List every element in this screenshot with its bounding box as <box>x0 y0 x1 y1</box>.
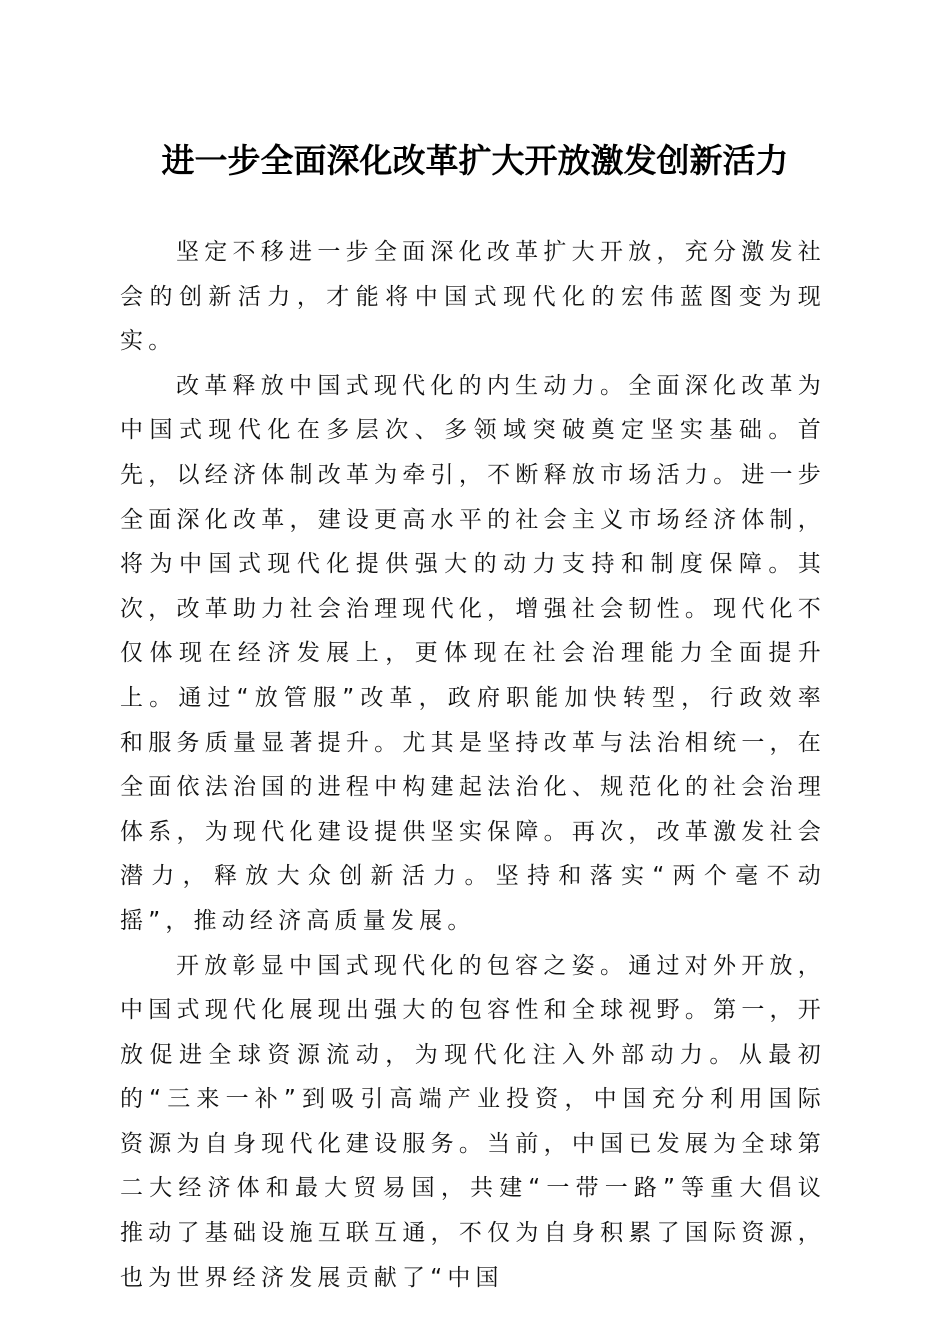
document-body <box>120 230 826 1300</box>
document-title: 进一步全面深化改革扩大开放激发创新活力 <box>161 141 789 180</box>
paragraph: 坚定不移进一步全面深化改革扩大开放，充分激发社会的创新活力，才能将中国式现代化的宏伟蓝图变为现实。 <box>120 239 826 355</box>
paragraph: 开放彰显中国式现代化的包容之姿。通过对外开放，中国式现代化展现出强大的包容性和全球视野。第一，开放促进全球资源流动，为现代化注入外部动力。从最初的“三来一补”到吸引高端产业投资，中国充分利用国际资源为自身现代化建设服务。当前，中国已发展为全球第二大经济体和最大贸易国，共建“一带一路”等重大倡议推动了基础设施互联互通，不仅为自身积累了国际资源，也为世界经济发展贡献了“中国 <box>120 952 826 1291</box>
paragraph: 改革释放中国式现代化的内生动力。全面深化改革为中国式现代化在多层次、多领域突破奠定坚实基础。首先，以经济体制改革为牵引，不断释放市场活力。进一步全面深化改革，建设更高水平的社会主义市场经济体制，将为中国式现代化提供强大的动力支持和制度保障。其次，改革助力社会治理现代化，增强社会韧性。现代化不仅体现在经济发展上，更体现在社会治理能力全面提升上。通过“放管服”改革，政府职能加快转型，行政效率和服务质量显著提升。尤其是坚持改革与法治相统一，在全面依法治国的进程中构建起法治化、规范化的社会治理体系，为现代化建设提供坚实保障。再次，改革激发社会潜力，释放大众创新活力。坚持和落实“两个毫不动摇”，推动经济高质量发展。 <box>120 372 826 934</box>
